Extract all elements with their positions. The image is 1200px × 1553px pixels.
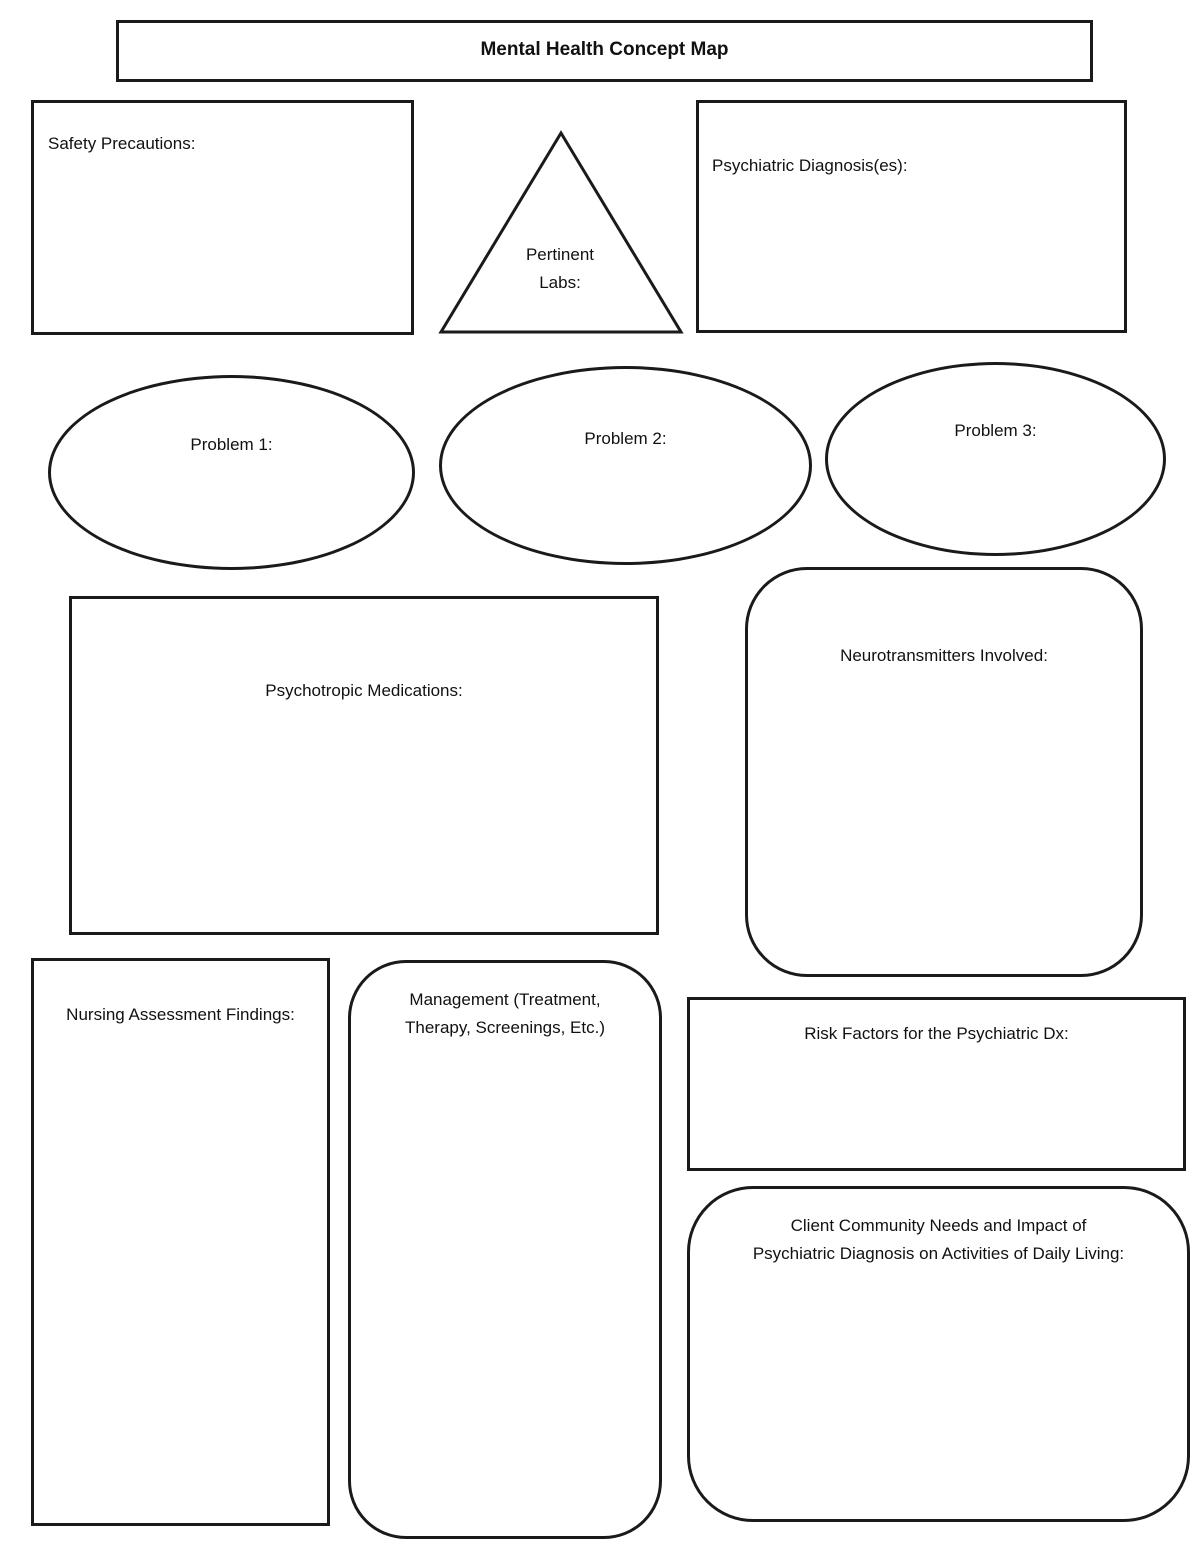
problem-3-ellipse[interactable] — [825, 362, 1166, 556]
problem-1-ellipse[interactable] — [48, 375, 415, 570]
risk-factors-label: Risk Factors for the Psychiatric Dx: — [804, 1024, 1069, 1043]
risk-factors-box[interactable] — [687, 997, 1186, 1171]
psychotropic-medications-label: Psychotropic Medications: — [265, 681, 463, 700]
management-box[interactable] — [348, 960, 662, 1539]
pertinent-labs-label: Pertinent Labs: — [525, 245, 595, 292]
management-label: Management (Treatment, Therapy, Screenings, Etc.) — [405, 990, 605, 1037]
nursing-assessment-box[interactable] — [31, 958, 330, 1526]
client-community-needs-label: Client Community Needs and Impact of Psychiatric Diagnosis on Activities of Daily Living: — [752, 1216, 1125, 1263]
problem-3-label: Problem 3: — [954, 421, 1037, 440]
title-box — [116, 20, 1093, 82]
neurotransmitters-box[interactable] — [745, 567, 1143, 977]
nursing-assessment-label: Nursing Assessment Findings: — [66, 1005, 295, 1024]
client-community-needs-box[interactable] — [687, 1186, 1190, 1522]
problem-2-label: Problem 2: — [584, 429, 667, 448]
safety-precautions-label: Safety Precautions: — [48, 134, 196, 153]
psychiatric-diagnosis-label: Psychiatric Diagnosis(es): — [712, 156, 908, 175]
page-title: Mental Health Concept Map — [480, 39, 729, 60]
safety-precautions-box[interactable] — [31, 100, 414, 335]
problem-1-label: Problem 1: — [190, 435, 273, 454]
psychotropic-medications-box[interactable] — [69, 596, 659, 935]
pertinent-labs-triangle[interactable] — [438, 128, 686, 338]
problem-2-ellipse[interactable] — [439, 366, 812, 565]
psychiatric-diagnosis-box[interactable] — [696, 100, 1127, 333]
neurotransmitters-label: Neurotransmitters Involved: — [840, 646, 1048, 665]
